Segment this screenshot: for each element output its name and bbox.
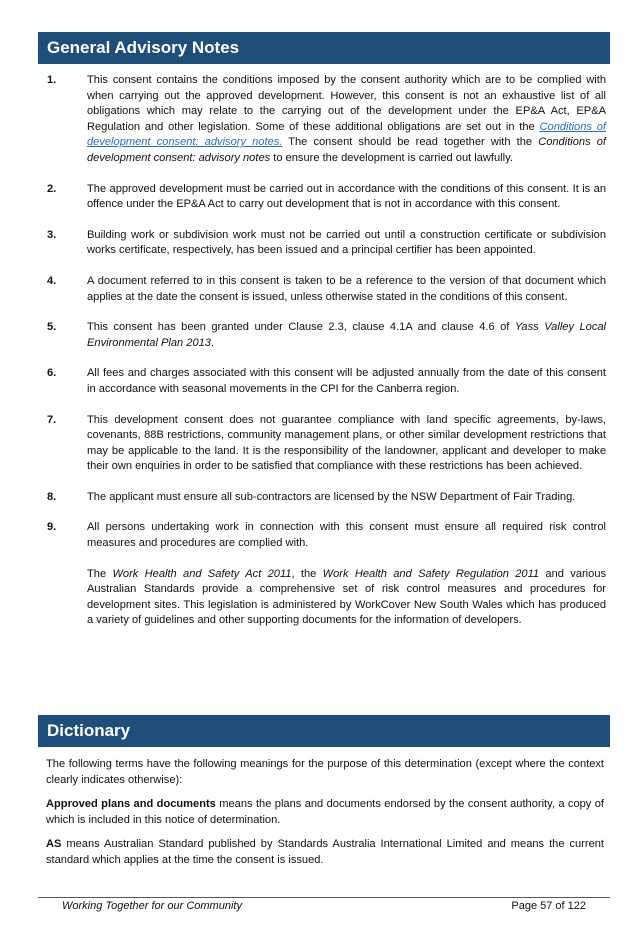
note-text: The approved development must be carried out in accordance with the conditions of this consent. It is an offence under the EP&A Act to carry out development that is not in accordance with this consent. bbox=[87, 182, 606, 211]
advisory-note bbox=[38, 366, 606, 397]
advisory-notes-link[interactable]: Conditions of development consent: advisory notes. bbox=[87, 120, 606, 149]
note-text: All persons undertaking work in connection with this consent must ensure all required risk control measures and procedures are complied with. The Work Health and Safety Act 2011, the Work Health and Safety Regulation 2011 and various Australian Standards provide a comprehensive set of risk control measures and procedures for development sites. This legislation is administered by WorkCover New South Wales which has produced a variety of guidelines and other supporting documents for the information of developers. bbox=[87, 521, 607, 627]
note-number: 7. bbox=[47, 413, 57, 426]
advisory-note bbox=[38, 73, 606, 167]
note-number: 5. bbox=[47, 321, 57, 334]
note-text: This consent has been granted under Clause 2.3, clause 4.1A and clause 4.6 of Yass Valley Local Environmental Plan 2013. bbox=[87, 321, 607, 349]
dictionary-term: Approved plans and documents bbox=[46, 798, 216, 811]
advisory-note bbox=[38, 228, 606, 259]
note-number: 9. bbox=[47, 521, 57, 534]
dictionary-entry bbox=[46, 797, 604, 828]
dictionary-intro: The following terms have the following meanings for the purpose of this determination (except where the context clearly indicates otherwise): bbox=[46, 758, 604, 786]
note-number: 6. bbox=[47, 367, 57, 380]
note-text: A document referred to in this consent is taken to be a reference to the version of that document which applies at the date the consent is issued, unless otherwise stated in the conditions of this consent. bbox=[87, 274, 606, 303]
advisory-note bbox=[38, 182, 606, 213]
advisory-notes-list bbox=[38, 73, 606, 644]
dictionary-definition: means the plans and documents endorsed by the consent authority, a copy of which is included in this notice of determination. bbox=[46, 798, 604, 826]
note-number: 8. bbox=[47, 490, 57, 503]
dictionary-body bbox=[46, 757, 604, 878]
note-text: The applicant must ensure all sub-contractors are licensed by the NSW Department of Fair Trading. bbox=[87, 490, 576, 503]
note-number: 2. bbox=[47, 182, 57, 195]
note-text: This consent contains the conditions imposed by the consent authority which are to be complied with when carrying out the approved development. However, this consent is not an exhaustive list of all obligations which may relate to the carrying out of the development under the EP&A Act, EP&A Regulation and other legislation. Some of these additional obligations are set out in the Conditions of development consent: advisory notes. The consent should be read together with the Conditions of development consent: advisory notes to ensure the development is carried out lawfully. bbox=[87, 74, 606, 164]
footer-tagline: Working Together for our Community bbox=[62, 900, 242, 912]
page-number: Page 57 of 122 bbox=[511, 900, 586, 912]
note-number: 3. bbox=[47, 228, 57, 241]
note-number: 1. bbox=[47, 74, 57, 86]
note-text: This development consent does not guarantee compliance with land specific agreements, by-laws, covenants, 88B restrictions, community management plans, or other similar development restrictions that may be applicable to the land. It is the responsibility of the landowner, applicant and developer to make their own enquiries in order to be satisfied that compliance with these restrictions has been achieved. bbox=[87, 413, 606, 473]
advisory-note bbox=[38, 320, 606, 351]
note-text: Building work or subdivision work must not be carried out until a construction certificate or subdivision works certificate, respectively, has been issued and a principal certifier has been appointed. bbox=[87, 228, 606, 257]
dictionary-definition: means Australian Standard published by Standards Australia International Limited and means the current standard which applies at the time the consent is issued. bbox=[46, 838, 604, 866]
page-footer bbox=[38, 900, 610, 912]
note-number: 4. bbox=[47, 274, 57, 287]
footer-divider bbox=[38, 897, 610, 898]
advisory-note bbox=[38, 413, 606, 475]
advisory-note bbox=[38, 274, 606, 305]
dictionary-term: AS bbox=[46, 838, 62, 851]
advisory-note bbox=[38, 490, 606, 506]
dictionary-entry bbox=[46, 837, 604, 868]
note-text: All fees and charges associated with this consent will be adjusted annually from the date of this consent in accordance with seasonal movements in the CPI for the Canberra region. bbox=[87, 367, 606, 395]
section-heading-general-advisory-notes: General Advisory Notes bbox=[38, 32, 610, 64]
section-heading-dictionary: Dictionary bbox=[38, 715, 610, 747]
advisory-note bbox=[38, 520, 606, 629]
